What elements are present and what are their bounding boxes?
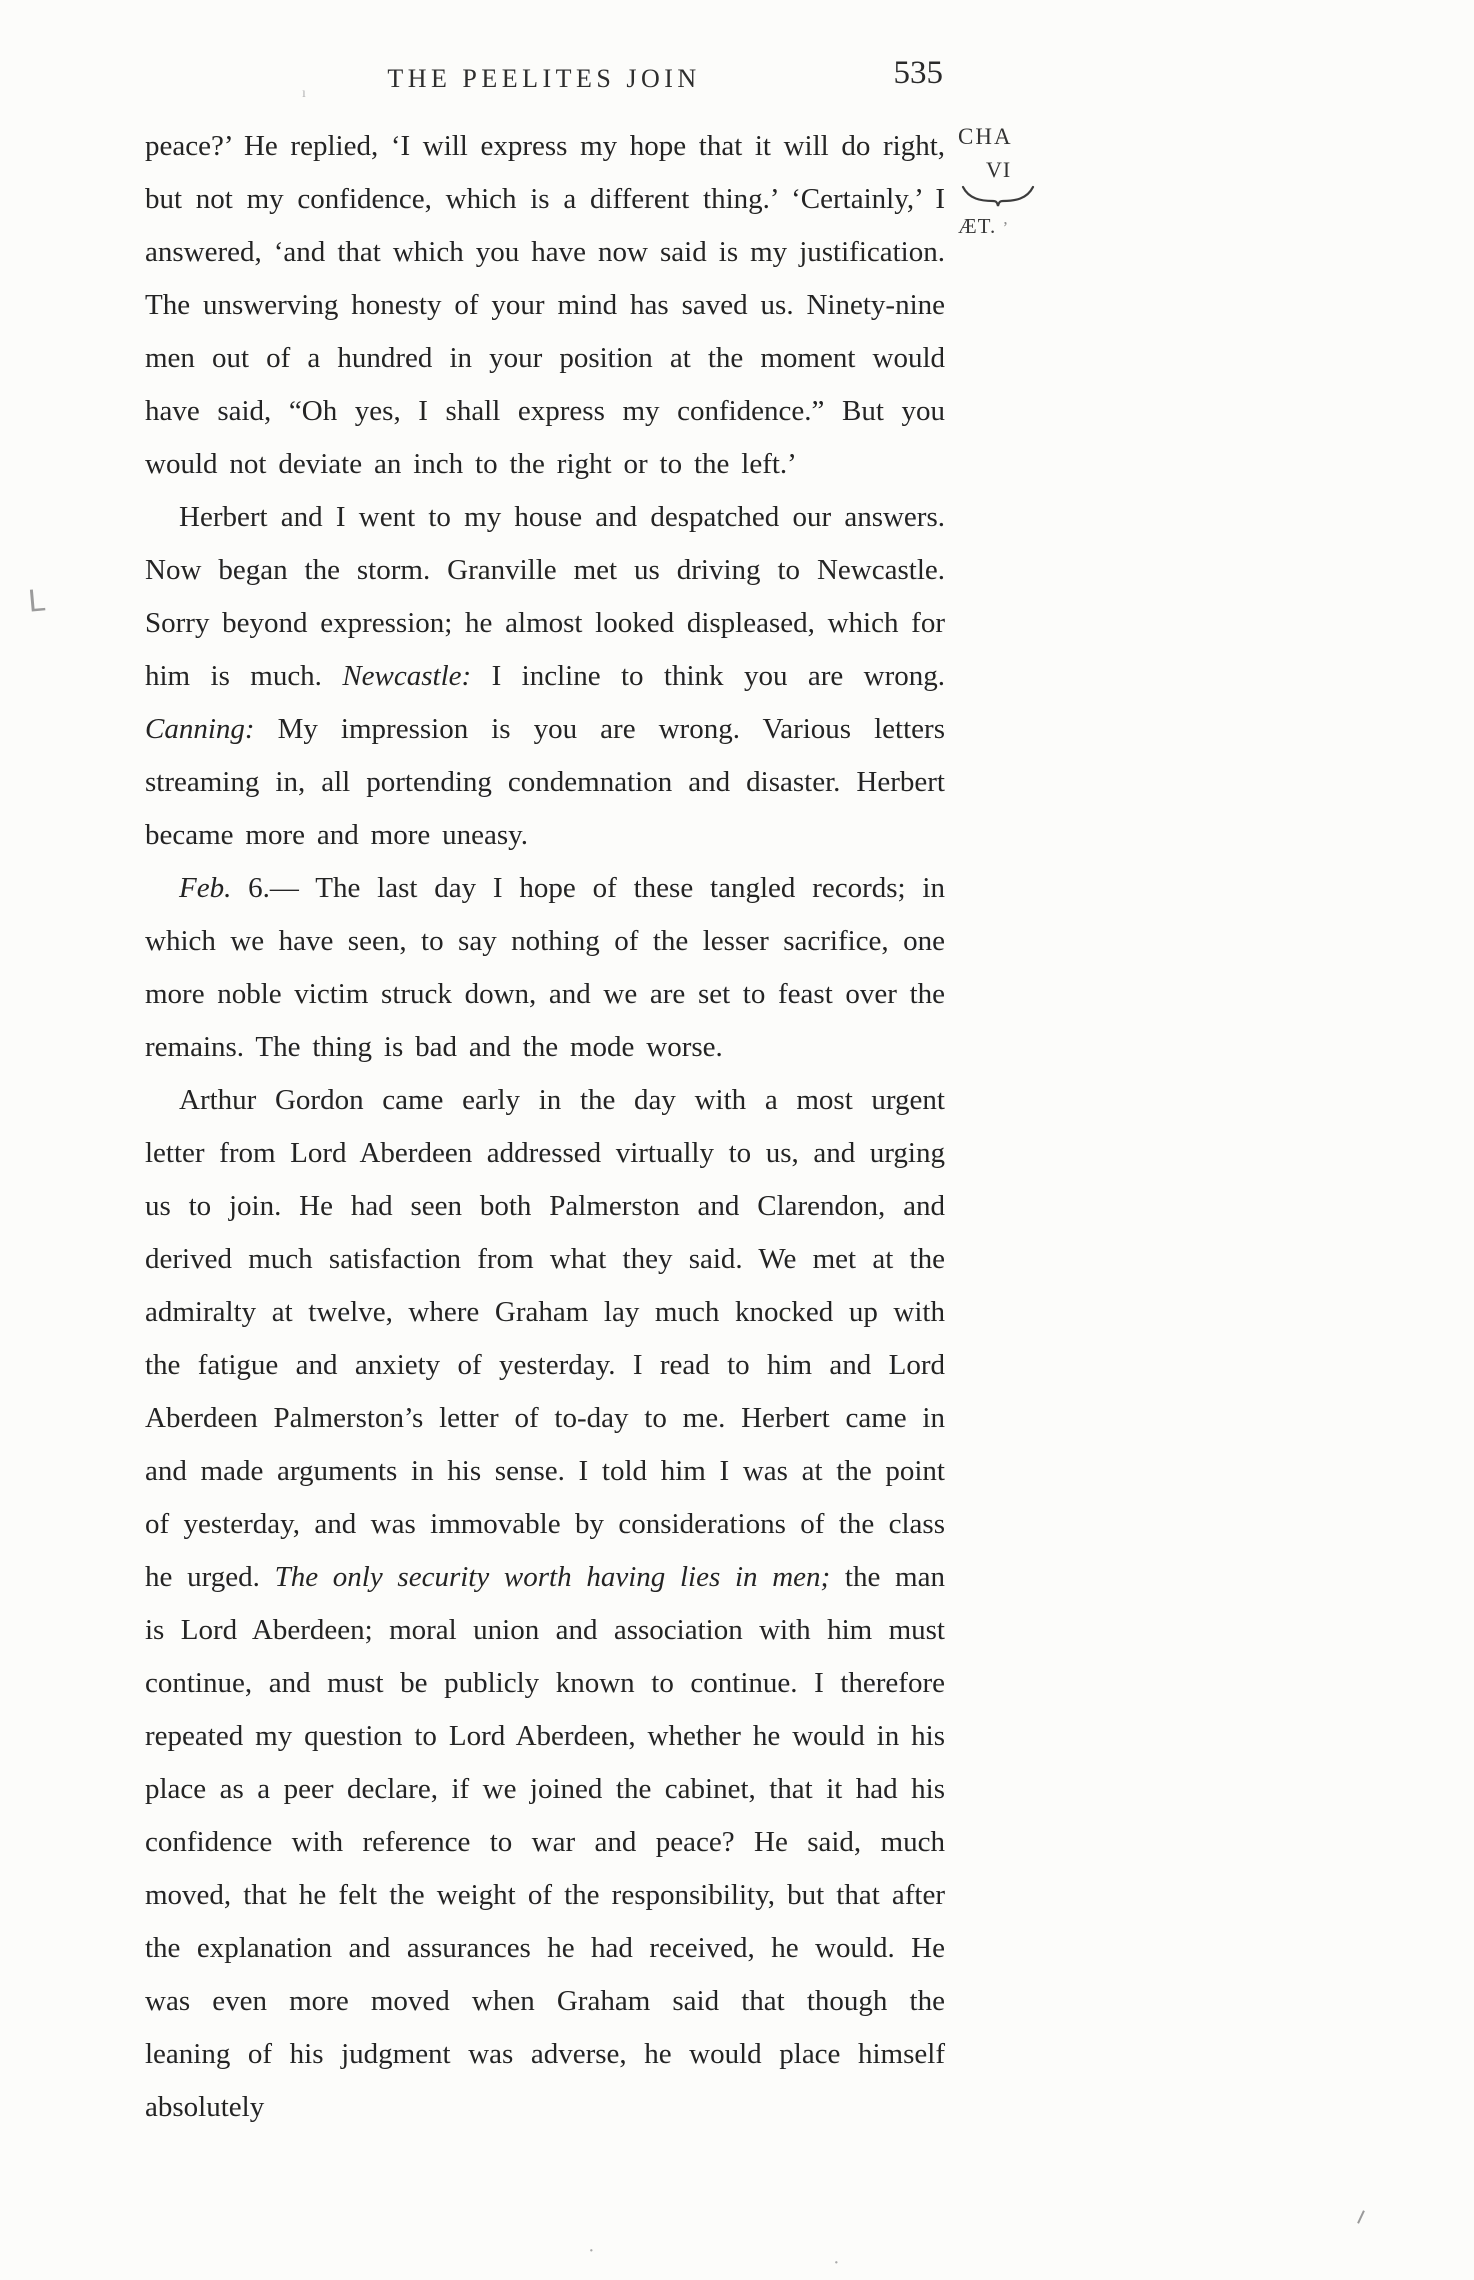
italic-run: Newcastle: (342, 660, 472, 692)
italic-run: Feb. (179, 872, 232, 904)
pencil-margin-mark: L (26, 583, 47, 620)
paragraph (145, 120, 945, 491)
running-header: THE PEELITES JOIN (387, 64, 701, 93)
paragraph (145, 862, 945, 1074)
margin-note-chapter: CHA (958, 124, 1013, 149)
text-run: I incline to think you are wrong. (471, 660, 945, 692)
text-run: Arthur Gordon came early in the day with a most urgent letter from Lord Aberdeen addressed virtually to us, and urging us to join. He had seen both Palmerston and Clarendon, and derived much satisfaction from what they said. We met at the admiralty at twelve, where Graham lay much knocked up with the fatigue and anxiety of yesterday. I read to him and Lord Aberdeen Palmerston’s letter of to-day to me. Herbert came in and made arguments in his sense. I told him I was at the point of yesterday, and was immovable by considerations of the class he urged. (145, 1084, 945, 1593)
scan-speck (1357, 2210, 1365, 2224)
italic-run: Canning: (145, 713, 255, 745)
text-run: My impression is you are wrong. Various letters streaming in, all portending condemnation and disaster. Herbert became more and more uneasy. (145, 713, 945, 851)
text-run: Herbert and I went to my house and despatched our answers. Now began the storm. Granville met us driving to Newcastle. Sorry beyond expression; he almost looked displeased, which for him is much. (145, 501, 945, 692)
scan-speck: ı (302, 86, 306, 101)
italic-run: The only security worth having lies in men; (274, 1561, 831, 1593)
text-run: 6.— The last day I hope of these tangled records; in which we have seen, to say nothing of the lesser sacrifice, one more noble victim struck down, and we are set to feast over the remains. The thing is bad and the mode worse. (145, 872, 945, 1063)
brace-icon (960, 185, 1068, 212)
margin-note-aetat (958, 214, 1068, 239)
text-run: the man is Lord Aberdeen; moral union and association with him must continue, and must be publicly known to continue. I therefore repeated my question to Lord Aberdeen, whether he would in his place as a peer declare, if we joined the cabinet, that it had his confidence with reference to war and peace? He said, much moved, that he felt the weight of the responsibility, but that after the explanation and assurances he had received, he would. He was even more moved when Graham said that though the leaning of his judgment was adverse, he would place himself absolutely (145, 1561, 945, 2123)
body-text (145, 120, 945, 2134)
scan-speck: · (588, 2240, 595, 2262)
text-run: peace?’ He replied, ‘I will express my hope that it will do right, but not my confidence, which is a different thing.’ ‘Certainly,’ I answered, ‘and that which you have now said is my justification. The unswerving honesty of your mind has saved us. Ninety-nine men out of a hundred in your position at the moment would have said, “Oh yes, I shall express my confidence.” But you would not deviate an inch to the right or to the left.’ (145, 130, 945, 480)
margin-notes (958, 124, 1068, 239)
aetat-label: ÆT. (958, 214, 997, 238)
paragraph (145, 1074, 945, 2134)
margin-note-chapter-number: VI (986, 157, 1012, 182)
scan-speck: · (833, 2252, 840, 2274)
aetat-stray-mark: ’ (1002, 218, 1010, 237)
paragraph (145, 491, 945, 862)
page-number: 535 (893, 55, 943, 91)
